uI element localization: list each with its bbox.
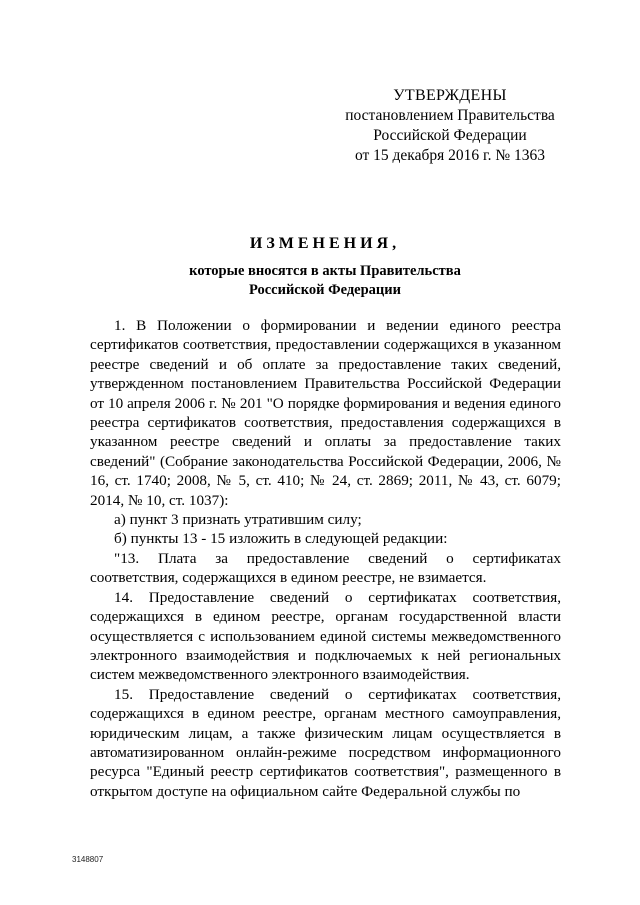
paragraph-3: б) пункты 13 - 15 изложить в следующей редакции: (114, 530, 448, 548)
document-subtitle (90, 262, 560, 300)
document-subtitle-line-1: которые вносятся в акты Правительства (189, 263, 461, 279)
paragraph-2: а) пункт 3 признать утратившим силу; (114, 511, 362, 529)
approval-heading: УТВЕРЖДЕНЫ (393, 87, 507, 104)
document-subtitle-line-2: Российской Федерации (248, 282, 401, 298)
approval-block (330, 86, 570, 166)
document-title-block (90, 232, 560, 300)
document-body (90, 316, 561, 801)
paragraph-4: "13. Плата за предоставление сведений о сертификатах соответствия, содержащихся в едином реестре, не взимается. (90, 549, 561, 587)
paragraph-1: 1. В Положении о формировании и ведении единого реестра сертификатов соответствия, предоставлении содержащихся в указанном реестре сведений и об оплате за предоставление таких сведений, утвержденном постановлением Правительства Российской Федерации от 10 апреля 2006 г. № 201 "О порядке формирования и ведения единого реестра сертификатов соответствия, предоставления содержащихся в указанном реестре сведений и оплаты за предоставление таких сведений" (Собрание законодательства Российской Федерации, 2006, № 16, ст. 1740; 2008, № 5, ст. 410; № 24, ст. 2869; 2011, № 43, ст. 6079; 2014, № 10, ст. 1037): (90, 317, 561, 509)
document-title: ИЗМЕНЕНИЯ, (249, 235, 401, 252)
paragraph-5: 14. Предоставление сведений о сертификатах соответствия, содержащихся в едином реестре, органам государственной власти осуществляется с использованием единой системы межведомственного электронного взаимодействия и подключаемых к ней региональных систем межведомственного электронного взаимодействия. (90, 588, 561, 684)
approval-line-2: Российской Федерации (373, 127, 527, 144)
approval-line-3: от 15 декабря 2016 г. № 1363 (354, 147, 546, 164)
paragraph-6: 15. Предоставление сведений о сертификатах соответствия, содержащихся в едином реестре, органам местного самоуправления, юридическим лицам, а также физическим лицам осуществляется в автоматизированном онлайн-режиме посредством информационного ресурса "Единый реестр сертификатов соответствия", размещенного в открытом доступе на официальном сайте Федеральной службы по (90, 685, 561, 800)
approval-line-1: постановлением Правительства (345, 107, 555, 124)
document-code: 3148807 (72, 855, 104, 864)
